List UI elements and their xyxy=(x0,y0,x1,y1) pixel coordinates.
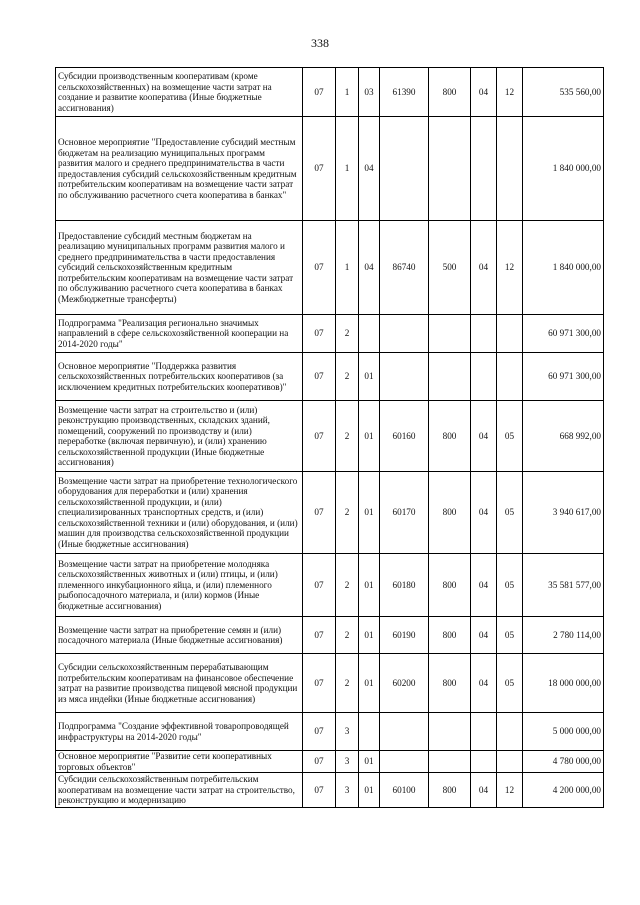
code-event: 01 xyxy=(359,554,380,617)
code-expense-type: 800 xyxy=(429,401,471,472)
code-direction: 60170 xyxy=(380,472,429,554)
row-description: Основное мероприятие "Развитие сети кооперативных торговых объектов" xyxy=(56,751,303,773)
code-expense-type xyxy=(429,353,471,401)
code-event: 01 xyxy=(359,353,380,401)
code-section xyxy=(471,713,497,751)
code-subprogram: 1 xyxy=(336,68,359,117)
row-description: Субсидии производственным кооперативам (кроме сельскохозяйственных) на возмещение части затрат на создание и развитие кооператива (Иные бюджетные ассигнования) xyxy=(56,68,303,117)
code-subprogram: 3 xyxy=(336,751,359,773)
code-direction: 86740 xyxy=(380,221,429,315)
row-description: Субсидии сельскохозяйственным потребительским кооперативам на возмещение части затрат на строительство, реконструкцию и модернизацию xyxy=(56,773,303,808)
code-direction xyxy=(380,751,429,773)
code-subprogram: 2 xyxy=(336,654,359,713)
row-description: Основное мероприятие "Поддержка развития сельскохозяйственных потребительских кооперативов (за исключением кредитных потребительских кооперативов)" xyxy=(56,353,303,401)
row-description: Возмещение части затрат на строительство и (или) реконструкцию производственных, складских зданий, помещений, сооружений по производству и (или) переработке (включая первичную), и (или) хранению сельскохозяйственной продукции (Иные бюджетные ассигнования) xyxy=(56,401,303,472)
code-direction: 60200 xyxy=(380,654,429,713)
table-row xyxy=(56,554,604,617)
row-amount: 3 940 617,00 xyxy=(523,472,604,554)
code-section: 04 xyxy=(471,617,497,654)
row-amount: 5 000 000,00 xyxy=(523,713,604,751)
code-expense-type xyxy=(429,713,471,751)
code-expense-type: 500 xyxy=(429,221,471,315)
row-amount: 1 840 000,00 xyxy=(523,221,604,315)
code-subprogram: 3 xyxy=(336,713,359,751)
row-amount: 535 560,00 xyxy=(523,68,604,117)
code-subprogram: 2 xyxy=(336,617,359,654)
code-subprogram: 3 xyxy=(336,773,359,808)
code-direction: 60190 xyxy=(380,617,429,654)
code-direction xyxy=(380,315,429,353)
code-program: 07 xyxy=(303,773,336,808)
code-event: 01 xyxy=(359,617,380,654)
table-row xyxy=(56,751,604,773)
table-row xyxy=(56,773,604,808)
row-amount: 18 000 000,00 xyxy=(523,654,604,713)
table-row xyxy=(56,221,604,315)
code-expense-type xyxy=(429,315,471,353)
row-description: Возмещение части затрат на приобретение технологического оборудования для переработки и (или) хранения сельскохозяйственной продукции, и (или) специализированных транспортных средств, и (или) сельскохозяйственной техники и (или) оборудования, и (или) машин для производства сельскохозяйственной продукции (Иные бюджетные ассигнования) xyxy=(56,472,303,554)
code-event xyxy=(359,713,380,751)
code-subprogram: 2 xyxy=(336,401,359,472)
row-description: Подпрограмма "Реализация регионально значимых направлений в сфере сельскохозяйственной кооперации на 2014-2020 годы" xyxy=(56,315,303,353)
page-number: 338 xyxy=(311,36,329,50)
row-amount: 2 780 114,00 xyxy=(523,617,604,654)
table-row xyxy=(56,472,604,554)
code-program: 07 xyxy=(303,68,336,117)
code-subprogram: 2 xyxy=(336,315,359,353)
table-row xyxy=(56,315,604,353)
code-section xyxy=(471,315,497,353)
code-subprogram: 2 xyxy=(336,353,359,401)
row-amount: 60 971 300,00 xyxy=(523,353,604,401)
code-section xyxy=(471,751,497,773)
code-expense-type: 800 xyxy=(429,554,471,617)
code-expense-type: 800 xyxy=(429,68,471,117)
code-direction: 60180 xyxy=(380,554,429,617)
code-section: 04 xyxy=(471,221,497,315)
row-description: Субсидии сельскохозяйственным перерабатывающим потребительским кооперативам на финансовое обеспечение затрат на развитие производства пищевой мясной продукции из мяса индейки (Иные бюджетные ассигнования) xyxy=(56,654,303,713)
table-row xyxy=(56,117,604,221)
code-program: 07 xyxy=(303,401,336,472)
code-section xyxy=(471,353,497,401)
code-program: 07 xyxy=(303,221,336,315)
code-subprogram: 2 xyxy=(336,472,359,554)
code-program: 07 xyxy=(303,617,336,654)
row-description: Предоставление субсидий местным бюджетам на реализацию муниципальных программ развития малого и среднего предпринимательства в части предоставления субсидий сельскохозяйственным кредитным потребительским кооперативам на возмещение части затрат по обслуживанию расчетного счета кооператива в банках (Межбюджетные трансферты) xyxy=(56,221,303,315)
code-subsection: 05 xyxy=(497,617,523,654)
code-subsection: 05 xyxy=(497,401,523,472)
code-event: 04 xyxy=(359,117,380,221)
table-row xyxy=(56,654,604,713)
code-subsection: 05 xyxy=(497,654,523,713)
code-program: 07 xyxy=(303,117,336,221)
code-subsection xyxy=(497,713,523,751)
code-subprogram: 2 xyxy=(336,554,359,617)
row-description: Возмещение части затрат на приобретение молодняка сельскохозяйственных животных и (или) птицы, и (или) племенного инкубационного яйца, и (или) племенного рыбопосадочного материала, и (или) кормов (Иные бюджетные ассигнования) xyxy=(56,554,303,617)
code-subsection: 12 xyxy=(497,773,523,808)
code-subsection: 12 xyxy=(497,221,523,315)
code-event: 04 xyxy=(359,221,380,315)
table-body xyxy=(56,68,604,808)
code-subsection: 05 xyxy=(497,554,523,617)
row-amount: 1 840 000,00 xyxy=(523,117,604,221)
code-direction: 60160 xyxy=(380,401,429,472)
code-expense-type: 800 xyxy=(429,472,471,554)
code-subprogram: 1 xyxy=(336,221,359,315)
row-description: Возмещение части затрат на приобретение семян и (или) посадочного материала (Иные бюджетные ассигнования) xyxy=(56,617,303,654)
code-program: 07 xyxy=(303,554,336,617)
row-amount: 60 971 300,00 xyxy=(523,315,604,353)
code-program: 07 xyxy=(303,353,336,401)
code-subsection xyxy=(497,353,523,401)
code-section: 04 xyxy=(471,654,497,713)
code-event xyxy=(359,315,380,353)
code-direction: 61390 xyxy=(380,68,429,117)
code-direction xyxy=(380,117,429,221)
code-program: 07 xyxy=(303,654,336,713)
code-direction: 60100 xyxy=(380,773,429,808)
code-event: 01 xyxy=(359,472,380,554)
code-section: 04 xyxy=(471,472,497,554)
code-event: 01 xyxy=(359,654,380,713)
row-description: Подпрограмма "Создание эффективной товаропроводящей инфраструктуры на 2014-2020 годы" xyxy=(56,713,303,751)
table-row xyxy=(56,401,604,472)
code-program: 07 xyxy=(303,315,336,353)
code-direction xyxy=(380,353,429,401)
code-expense-type: 800 xyxy=(429,654,471,713)
code-subsection xyxy=(497,315,523,353)
row-amount: 4 780 000,00 xyxy=(523,751,604,773)
code-subsection xyxy=(497,751,523,773)
code-section: 04 xyxy=(471,68,497,117)
row-amount: 35 581 577,00 xyxy=(523,554,604,617)
code-program: 07 xyxy=(303,472,336,554)
code-event: 03 xyxy=(359,68,380,117)
table-row xyxy=(56,713,604,751)
code-expense-type: 800 xyxy=(429,617,471,654)
code-expense-type xyxy=(429,751,471,773)
table-row xyxy=(56,617,604,654)
code-expense-type: 800 xyxy=(429,773,471,808)
table-row xyxy=(56,68,604,117)
code-program: 07 xyxy=(303,713,336,751)
row-amount: 668 992,00 xyxy=(523,401,604,472)
code-section xyxy=(471,117,497,221)
code-subprogram: 1 xyxy=(336,117,359,221)
code-subsection: 12 xyxy=(497,68,523,117)
code-section: 04 xyxy=(471,401,497,472)
code-event: 01 xyxy=(359,401,380,472)
code-section: 04 xyxy=(471,554,497,617)
code-direction xyxy=(380,713,429,751)
budget-table xyxy=(55,67,604,808)
code-subsection xyxy=(497,117,523,221)
code-expense-type xyxy=(429,117,471,221)
row-amount: 4 200 000,00 xyxy=(523,773,604,808)
code-program: 07 xyxy=(303,751,336,773)
code-event: 01 xyxy=(359,751,380,773)
table-row xyxy=(56,353,604,401)
row-description: Основное мероприятие "Предоставление субсидий местным бюджетам на реализацию муниципальных программ развития малого и среднего предпринимательства в части предоставления субсидий сельскохозяйственным кредитным потребительским кооперативам на возмещение части затрат по обслуживанию расчетного счета кооператива в банках" xyxy=(56,117,303,221)
code-section: 04 xyxy=(471,773,497,808)
code-event: 01 xyxy=(359,773,380,808)
code-subsection: 05 xyxy=(497,472,523,554)
